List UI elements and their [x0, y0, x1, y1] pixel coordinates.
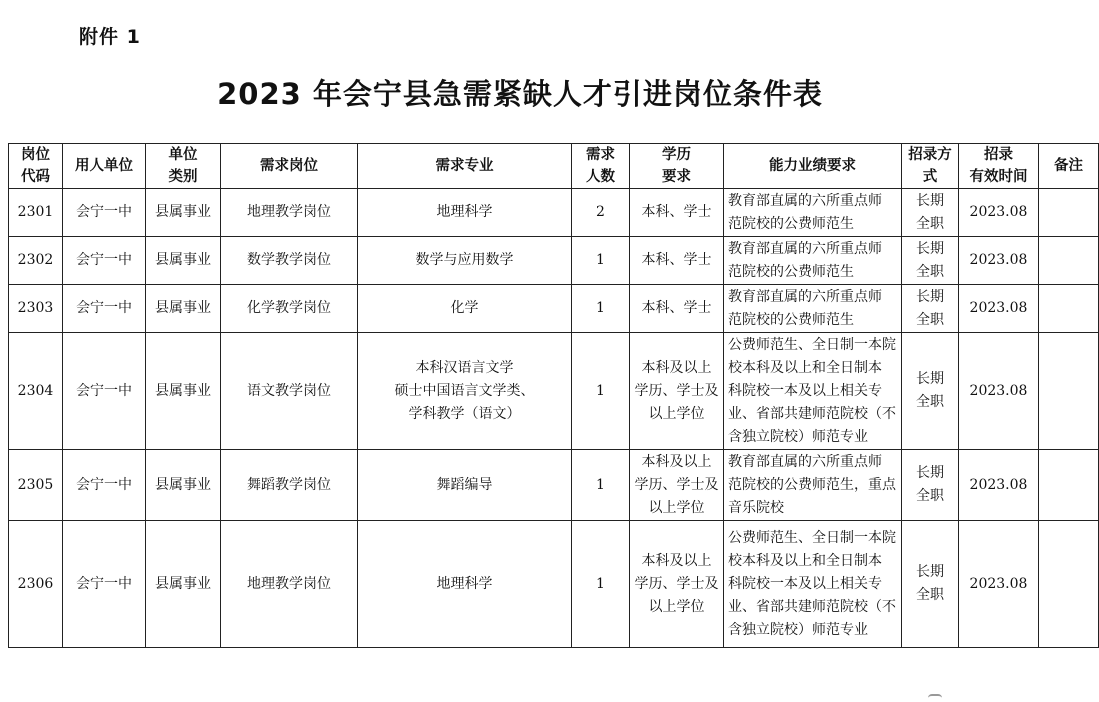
cell-method: 长期 全职	[902, 189, 959, 237]
cell-code: 2302	[9, 237, 63, 285]
cell-education: 本科、学士	[630, 237, 724, 285]
header-requirements: 能力业绩要求	[724, 144, 902, 189]
cell-count: 1	[572, 285, 630, 333]
cell-category: 县属事业	[146, 521, 221, 648]
cell-count: 1	[572, 450, 630, 521]
cell-position: 地理教学岗位	[221, 189, 358, 237]
cell-requirements: 教育部直属的六所重点师 范院校的公费师范生	[724, 189, 902, 237]
cell-major: 数学与应用数学	[358, 237, 572, 285]
cell-valid-time: 2023.08	[959, 189, 1039, 237]
cell-unit: 会宁一中	[63, 237, 146, 285]
cell-requirements: 教育部直属的六所重点师 范院校的公费师范生	[724, 237, 902, 285]
cell-count: 1	[572, 237, 630, 285]
cell-code: 2304	[9, 333, 63, 450]
table-row	[9, 333, 1099, 450]
cell-method: 长期 全职	[902, 450, 959, 521]
cell-note	[1039, 521, 1099, 648]
page-corner-mark	[928, 694, 942, 698]
header-position: 需求岗位	[221, 144, 358, 189]
cell-code: 2301	[9, 189, 63, 237]
table-row	[9, 521, 1099, 648]
cell-education: 本科及以上 学历、学士及 以上学位	[630, 333, 724, 450]
header-unit: 用人单位	[63, 144, 146, 189]
page-title: 2023 年会宁县急需紧缺人才引进岗位条件表	[217, 77, 823, 111]
cell-major: 地理科学	[358, 189, 572, 237]
cell-position: 数学教学岗位	[221, 237, 358, 285]
cell-valid-time: 2023.08	[959, 237, 1039, 285]
cell-method: 长期 全职	[902, 333, 959, 450]
cell-note	[1039, 189, 1099, 237]
cell-education: 本科及以上 学历、学士及 以上学位	[630, 450, 724, 521]
header-category: 单位 类别	[146, 144, 221, 189]
table-header-row	[9, 144, 1099, 189]
cell-note	[1039, 237, 1099, 285]
attachment-label: 附件 1	[79, 26, 141, 48]
header-count: 需求 人数	[572, 144, 630, 189]
cell-valid-time: 2023.08	[959, 285, 1039, 333]
header-method: 招录方 式	[902, 144, 959, 189]
cell-valid-time: 2023.08	[959, 333, 1039, 450]
cell-unit: 会宁一中	[63, 285, 146, 333]
cell-unit: 会宁一中	[63, 450, 146, 521]
cell-category: 县属事业	[146, 189, 221, 237]
cell-position: 化学教学岗位	[221, 285, 358, 333]
cell-count: 1	[572, 333, 630, 450]
cell-category: 县属事业	[146, 333, 221, 450]
table-row	[9, 189, 1099, 237]
cell-unit: 会宁一中	[63, 333, 146, 450]
cell-method: 长期 全职	[902, 237, 959, 285]
cell-unit: 会宁一中	[63, 189, 146, 237]
header-code: 岗位 代码	[9, 144, 63, 189]
header-note: 备注	[1039, 144, 1099, 189]
cell-position: 语文教学岗位	[221, 333, 358, 450]
cell-valid-time: 2023.08	[959, 450, 1039, 521]
header-major: 需求专业	[358, 144, 572, 189]
cell-major: 化学	[358, 285, 572, 333]
cell-category: 县属事业	[146, 285, 221, 333]
cell-requirements: 公费师范生、全日制一本院 校本科及以上和全日制本 科院校一本及以上相关专 业、省部共建师范院校（不 含独立院校）师范专业	[724, 521, 902, 648]
cell-education: 本科、学士	[630, 285, 724, 333]
position-conditions-table	[8, 143, 1099, 648]
cell-education: 本科及以上 学历、学士及 以上学位	[630, 521, 724, 648]
header-education: 学历 要求	[630, 144, 724, 189]
cell-code: 2303	[9, 285, 63, 333]
cell-code: 2305	[9, 450, 63, 521]
cell-category: 县属事业	[146, 450, 221, 521]
cell-note	[1039, 450, 1099, 521]
cell-major: 本科汉语言文学 硕士中国语言文学类、 学科教学（语文）	[358, 333, 572, 450]
cell-unit: 会宁一中	[63, 521, 146, 648]
cell-method: 长期 全职	[902, 285, 959, 333]
cell-major: 地理科学	[358, 521, 572, 648]
cell-count: 1	[572, 521, 630, 648]
cell-major: 舞蹈编导	[358, 450, 572, 521]
cell-note	[1039, 285, 1099, 333]
cell-position: 地理教学岗位	[221, 521, 358, 648]
table-row	[9, 285, 1099, 333]
cell-requirements: 教育部直属的六所重点师 范院校的公费师范生，重点 音乐院校	[724, 450, 902, 521]
cell-count: 2	[572, 189, 630, 237]
header-valid-time: 招录 有效时间	[959, 144, 1039, 189]
table-row	[9, 450, 1099, 521]
cell-position: 舞蹈教学岗位	[221, 450, 358, 521]
cell-method: 长期 全职	[902, 521, 959, 648]
cell-valid-time: 2023.08	[959, 521, 1039, 648]
table-row	[9, 237, 1099, 285]
cell-code: 2306	[9, 521, 63, 648]
cell-note	[1039, 333, 1099, 450]
cell-requirements: 公费师范生、全日制一本院 校本科及以上和全日制本 科院校一本及以上相关专 业、省部共建师范院校（不 含独立院校）师范专业	[724, 333, 902, 450]
cell-category: 县属事业	[146, 237, 221, 285]
cell-education: 本科、学士	[630, 189, 724, 237]
cell-requirements: 教育部直属的六所重点师 范院校的公费师范生	[724, 285, 902, 333]
